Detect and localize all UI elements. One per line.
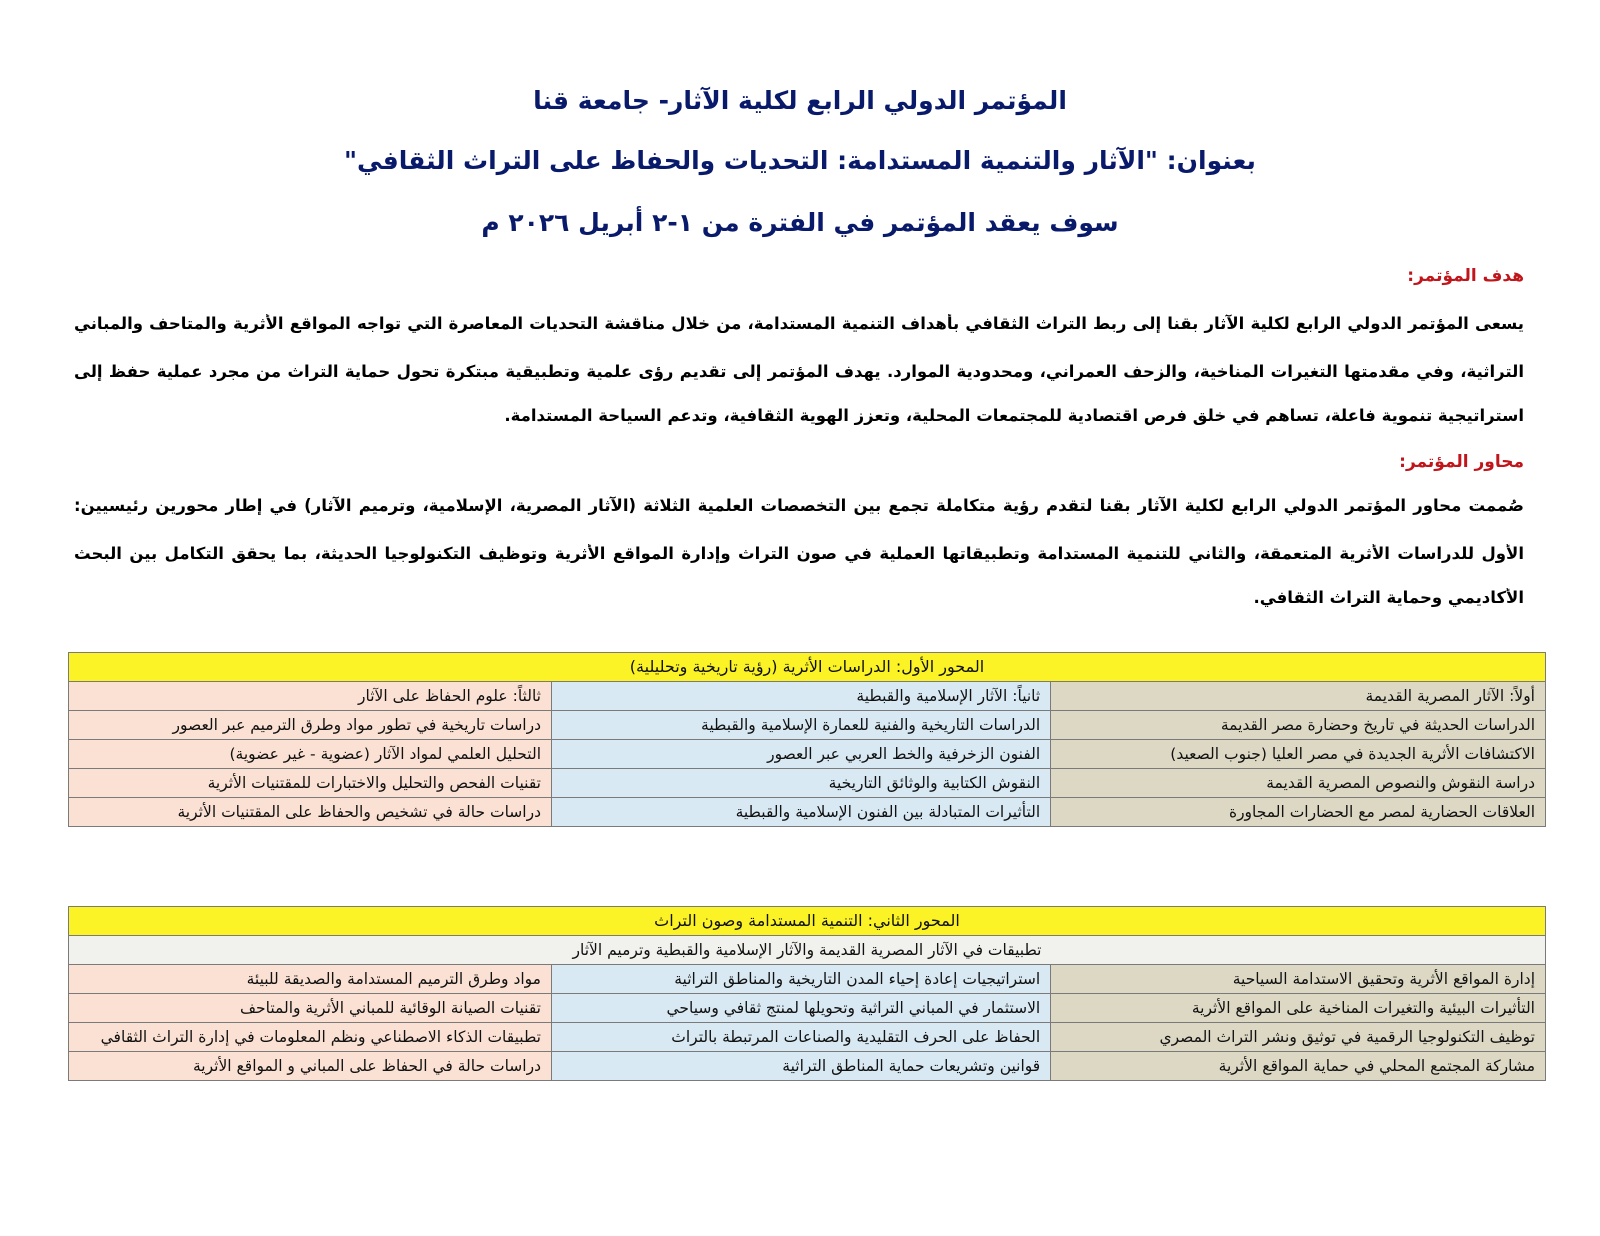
table-row xyxy=(69,769,1546,798)
table-row xyxy=(69,965,1546,994)
table-cell: دراسة النقوش والنصوص المصرية القديمة xyxy=(1051,769,1546,798)
table-cell: أولاً: الآثار المصرية القديمة xyxy=(1051,682,1546,711)
conference-theme: بعنوان: "الآثار والتنمية المستدامة: التحديات والحفاظ على التراث الثقافي" xyxy=(344,146,1256,175)
table-cell: الاكتشافات الأثرية الجديدة في مصر العليا (جنوب الصعيد) xyxy=(1051,740,1546,769)
goal-text-line: يسعى المؤتمر الدولي الرابع لكلية الآثار بقنا إلى ربط التراث الثقافي بأهداف التنمية المستدامة، من خلال مناقشة التحديات المعاصرة التي تواجه المواقع الأثرية والمتاحف والمباني xyxy=(74,314,1524,333)
table-cell: دراسات تاريخية في تطور مواد وطرق الترميم عبر العصور xyxy=(69,711,552,740)
axis-two-subtitle: تطبيقات في الآثار المصرية القديمة والآثار الإسلامية والقبطية وترميم الآثار xyxy=(69,936,1546,965)
goal-text-line: التراثية، وفي مقدمتها التغيرات المناخية، والزحف العمراني، ومحدودية الموارد. يهدف المؤتمر إلى تقديم رؤى علمية وتطبيقية مبتكرة تحول حماية التراث من مجرد عملية حفظ إلى xyxy=(74,362,1524,381)
table-row xyxy=(69,1052,1546,1081)
table-row xyxy=(69,994,1546,1023)
table-row xyxy=(69,711,1546,740)
axes-text-line: الأكاديمي وحماية التراث الثقافي. xyxy=(1253,588,1524,607)
table-row xyxy=(69,1023,1546,1052)
table-cell: التأثيرات البيئية والتغيرات المناخية على المواقع الأثرية xyxy=(1051,994,1546,1023)
table-subtitle-row xyxy=(69,936,1546,965)
table-cell: تقنيات الفحص والتحليل والاختبارات للمقتنيات الأثرية xyxy=(69,769,552,798)
table-cell: النقوش الكتابية والوثائق التاريخية xyxy=(552,769,1051,798)
table-title-row xyxy=(69,907,1546,936)
table-cell: الحفاظ على الحرف التقليدية والصناعات المرتبطة بالتراث xyxy=(552,1023,1051,1052)
table-row xyxy=(69,740,1546,769)
table-cell: إدارة المواقع الأثرية وتحقيق الاستدامة السياحية xyxy=(1051,965,1546,994)
axis-one-title: المحور الأول: الدراسات الأثرية (رؤية تاريخية وتحليلية) xyxy=(69,653,1546,682)
table-cell: ثانياً: الآثار الإسلامية والقبطية xyxy=(552,682,1051,711)
goal-text-line: استراتيجية تنموية فاعلة، تساهم في خلق فرص اقتصادية للمجتمعات المحلية، وتعزز الهوية الثقافية، وتدعم السياحة المستدامة. xyxy=(504,406,1524,425)
table-cell: تقنيات الصيانة الوقائية للمباني الأثرية والمتاحف xyxy=(69,994,552,1023)
axis-two-table xyxy=(68,906,1546,1081)
table-row xyxy=(69,798,1546,827)
table-cell: الفنون الزخرفية والخط العربي عبر العصور xyxy=(552,740,1051,769)
goal-heading: هدف المؤتمر: xyxy=(1407,266,1524,286)
table-title-row xyxy=(69,653,1546,682)
table-cell: توظيف التكنولوجيا الرقمية في توثيق ونشر التراث المصري xyxy=(1051,1023,1546,1052)
table-cell: دراسات حالة في الحفاظ على المباني و المواقع الأثرية xyxy=(69,1052,552,1081)
axes-heading: محاور المؤتمر: xyxy=(1399,452,1524,472)
axis-two-title: المحور الثاني: التنمية المستدامة وصون التراث xyxy=(69,907,1546,936)
table-cell: استراتيجيات إعادة إحياء المدن التاريخية والمناطق التراثية xyxy=(552,965,1051,994)
axes-text-line: الأول للدراسات الأثرية المتعمقة، والثاني للتنمية المستدامة وتطبيقاتها العملية في صون التراث وإدارة المواقع الأثرية وتوظيف التكنولوجيا الحديثة، بما يحقق التكامل بين البحث xyxy=(74,544,1524,563)
table-cell: تطبيقات الذكاء الاصطناعي ونظم المعلومات في إدارة التراث الثقافي xyxy=(69,1023,552,1052)
axes-text-line: صُممت محاور المؤتمر الدولي الرابع لكلية الآثار بقنا لتقدم رؤية متكاملة تجمع بين التخصصات العلمية الثلاثة (الآثار المصرية، الإسلامية، وترميم الآثار) في إطار محورين رئيسيين: xyxy=(74,496,1524,515)
table-cell: مواد وطرق الترميم المستدامة والصديقة للبيئة xyxy=(69,965,552,994)
table-cell: الدراسات التاريخية والفنية للعمارة الإسلامية والقبطية xyxy=(552,711,1051,740)
table-cell: التأثيرات المتبادلة بين الفنون الإسلامية والقبطية xyxy=(552,798,1051,827)
table-cell: ثالثاً: علوم الحفاظ على الآثار xyxy=(69,682,552,711)
table-cell: العلاقات الحضارية لمصر مع الحضارات المجاورة xyxy=(1051,798,1546,827)
conference-dates: سوف يعقد المؤتمر في الفترة من ١-٢ أبريل ٢٠٢٦ م xyxy=(481,208,1119,237)
table-cell: قوانين وتشريعات حماية المناطق التراثية xyxy=(552,1052,1051,1081)
table-row xyxy=(69,682,1546,711)
table-cell: الاستثمار في المباني التراثية وتحويلها لمنتج ثقافي وسياحي xyxy=(552,994,1051,1023)
table-cell: الدراسات الحديثة في تاريخ وحضارة مصر القديمة xyxy=(1051,711,1546,740)
axis-one-table xyxy=(68,652,1546,827)
table-cell: مشاركة المجتمع المحلي في حماية المواقع الأثرية xyxy=(1051,1052,1546,1081)
table-cell: التحليل العلمي لمواد الآثار (عضوية - غير عضوية) xyxy=(69,740,552,769)
conference-title: المؤتمر الدولي الرابع لكلية الآثار- جامعة قنا xyxy=(533,86,1067,115)
table-cell: دراسات حالة في تشخيص والحفاظ على المقتنيات الأثرية xyxy=(69,798,552,827)
